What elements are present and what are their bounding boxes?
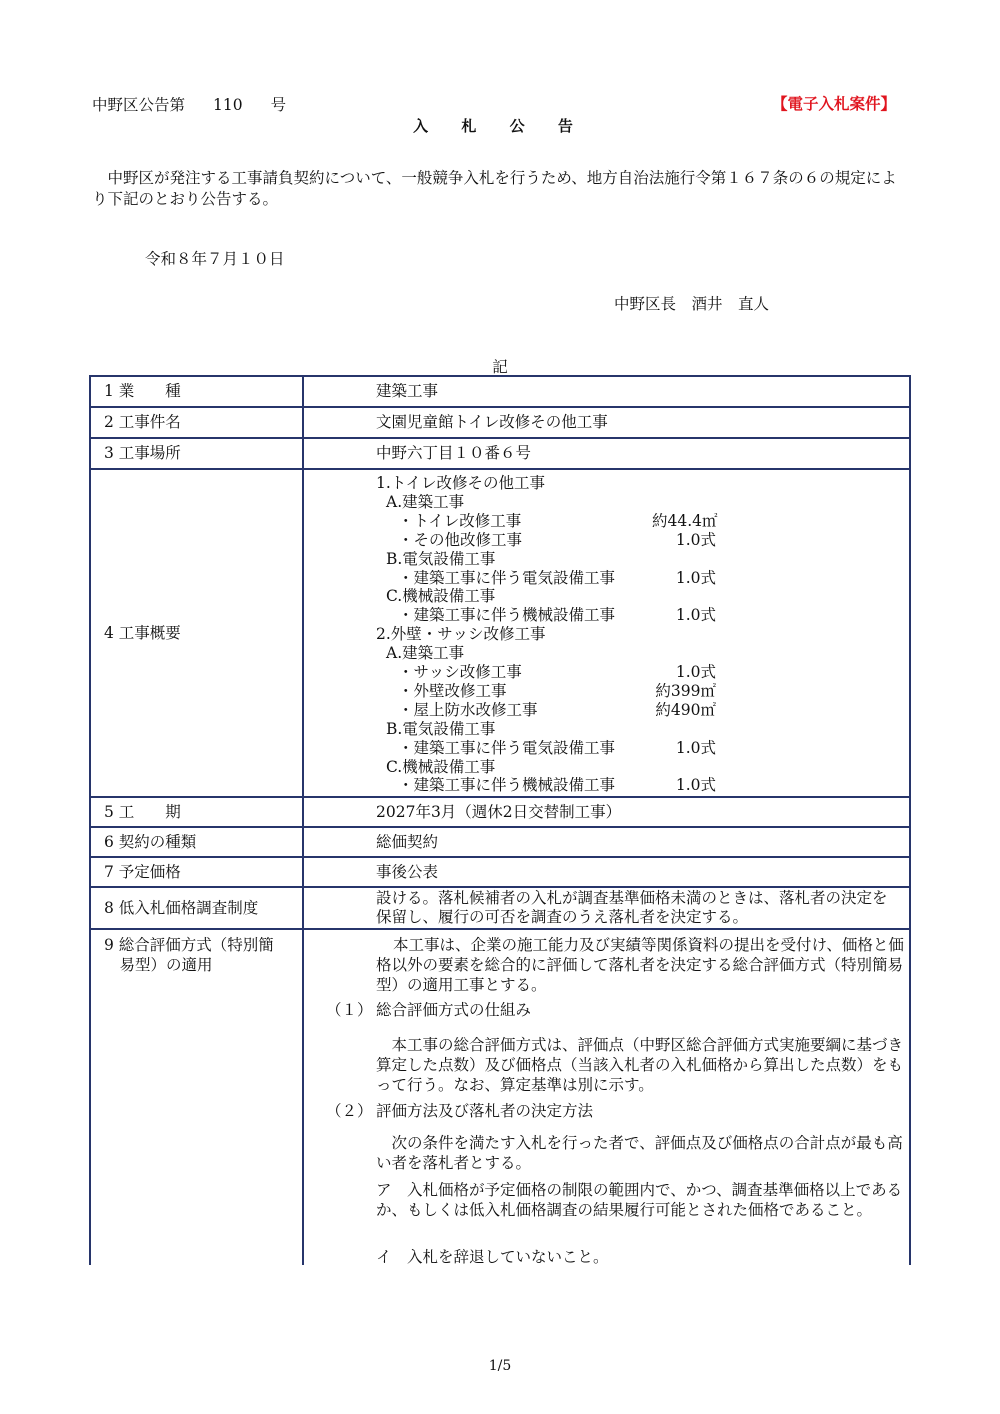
section-2-body: 次の条件を満たす入札を行った者で、評価点及び価格点の合計点が最も高い者を落札者とする。: [376, 1134, 903, 1172]
overview-text: B.電気設備工事: [386, 719, 496, 738]
section-1-title: 総合評価方式の仕組み: [376, 1001, 532, 1019]
row-label: 5 工 期: [90, 797, 303, 827]
row-label: 6 契約の種類: [90, 827, 303, 857]
overview-line: [376, 625, 545, 644]
overview-text: ・建築工事に伴う電気設備工事: [398, 738, 616, 757]
row-label: 3 工事場所: [90, 438, 303, 469]
condition-i: イ 入札を辞退していないこと。: [376, 1248, 609, 1266]
row-value: 中野六丁目１０番６号: [303, 438, 910, 469]
row-value: 建築工事: [303, 376, 910, 407]
row-label: 1 業 種: [90, 376, 303, 407]
row-label: 2 工事件名: [90, 407, 303, 438]
overview-amount: 1.0式: [675, 776, 716, 795]
table-row: [90, 407, 910, 438]
overview-text: ・サッシ改修工事: [398, 663, 522, 681]
overview-text: ・その他改修工事: [398, 530, 523, 549]
overview-amount: 約490㎡: [655, 700, 716, 719]
row-value: 事後公表: [303, 857, 910, 887]
row-label: 7 予定価格: [90, 857, 303, 887]
table-row: [90, 438, 910, 469]
overview-text: B.電気設備工事: [386, 549, 496, 568]
notice-date: 令和８年７月１０日: [145, 250, 285, 268]
overview-line: [386, 720, 495, 739]
overview-text: ・建築工事に伴う機械設備工事: [398, 606, 616, 625]
overview-text: A.建築工事: [386, 492, 465, 511]
overview-amount: 約44.4㎡: [652, 511, 718, 530]
table-row: [90, 857, 910, 887]
evaluation-content: [316, 930, 904, 1266]
notice-suffix: 号: [270, 96, 287, 114]
evaluation-cell: [303, 929, 910, 1265]
table-row: [90, 887, 910, 929]
overview-line: [398, 530, 716, 550]
overview-text: ・建築工事に伴う電気設備工事: [398, 568, 616, 587]
overview-text: ・外壁改修工事: [398, 681, 507, 700]
table-row: [90, 827, 910, 857]
overview-text: ・屋上防水改修工事: [398, 700, 538, 719]
overview-line: [398, 681, 716, 701]
overview-line: [398, 700, 716, 720]
overview-line: [398, 738, 716, 758]
section-1-number: （１）: [326, 1001, 373, 1019]
row-label: 8 低入札価格調査制度: [90, 887, 303, 929]
overview-text: ・建築工事に伴う機械設備工事: [398, 776, 616, 795]
overview-cell: [303, 469, 910, 797]
overview-amount: 1.0式: [675, 606, 716, 625]
overview-text: 2.外壁・サッシ改修工事: [376, 625, 546, 644]
condition-a: ア 入札価格が予定価格の制限の範囲内で、かつ、調査基準価格以上であるか、もしくは低入札価格調査の結果履行可能とされた価格であること。: [376, 1181, 903, 1219]
row-label: [90, 929, 303, 1265]
overview-line: [386, 758, 495, 777]
overview-amount: 1.0式: [675, 738, 716, 757]
document-title: 入 札 公 告: [413, 117, 587, 135]
notice-prefix: 中野区公告第: [92, 96, 186, 114]
overview-line: [398, 511, 718, 531]
overview-line: [398, 776, 716, 795]
table-row: [90, 376, 910, 407]
overview-amount: 1.0式: [675, 663, 716, 681]
overview-line: [386, 587, 495, 606]
section-2-title: 評価方法及び落札者の決定方法: [376, 1102, 594, 1120]
table-row: [90, 469, 910, 797]
row-value: 文園児童館トイレ改修その他工事: [303, 407, 910, 438]
row-value: 設ける。落札候補者の入札が調査基準価格未満のときは、落札者の決定を保留し、履行の可否を調査のうえ落札者を決定する。: [303, 887, 910, 929]
overview-amount: 1.0式: [675, 568, 716, 587]
section-2-number: （２）: [326, 1102, 373, 1120]
overview-line: [386, 493, 464, 512]
notice-number: 110: [213, 96, 243, 114]
overview-line: [398, 568, 716, 588]
row-value: 総価契約: [303, 827, 910, 857]
overview-line: [376, 474, 545, 493]
overview-text: C.機械設備工事: [386, 757, 496, 776]
row-label-text: 9 総合評価方式（特別簡易型）の適用: [104, 936, 274, 974]
row-label: 4 工事概要: [90, 469, 303, 797]
electronic-bid-tag: 【電子入札案件】: [771, 95, 896, 113]
section-1-body: 本工事の総合評価方式は、評価点（中野区総合評価方式実施要綱に基づき算定した点数）及び価格点（当該入札者の入札価格から算出した点数）をもって行う。なお、算定基準は別に示す。: [376, 1036, 904, 1094]
overview-amount: 1.0式: [675, 530, 716, 549]
ki-heading: 記: [492, 358, 508, 376]
page-number: 1/5: [488, 1358, 512, 1374]
notice-number-line: [92, 93, 286, 115]
overview-line: [386, 644, 464, 663]
evaluation-intro: 本工事は、企業の施工能力及び実績等関係資料の提出を受付け、価格と価格以外の要素を総合的に評価して落札者を決定する総合評価方式（特別簡易型）の適用工事とする。: [376, 936, 904, 994]
details-table: [89, 375, 911, 1265]
intro-paragraph: 中野区が発注する工事請負契約について、一般競争入札を行うため、地方自治法施行令第１６７条の６の規定により下記のとおり公告する。: [92, 169, 897, 208]
overview-text: C.機械設備工事: [386, 587, 496, 606]
row-value: 2027年3月（週休2日交替制工事）: [303, 797, 910, 827]
overview-text: A.建築工事: [386, 644, 465, 663]
overview-text: 1.トイレ改修その他工事: [376, 474, 546, 492]
overview-list: [376, 470, 897, 796]
overview-amount: 約399㎡: [655, 681, 716, 700]
overview-line: [386, 550, 495, 569]
overview-line: [398, 606, 716, 625]
overview-text: ・トイレ改修工事: [398, 511, 522, 530]
table-row: [90, 797, 910, 827]
overview-line: [398, 663, 716, 682]
signer: 中野区長 酒井 直人: [614, 295, 770, 313]
table-row: [90, 929, 910, 1265]
